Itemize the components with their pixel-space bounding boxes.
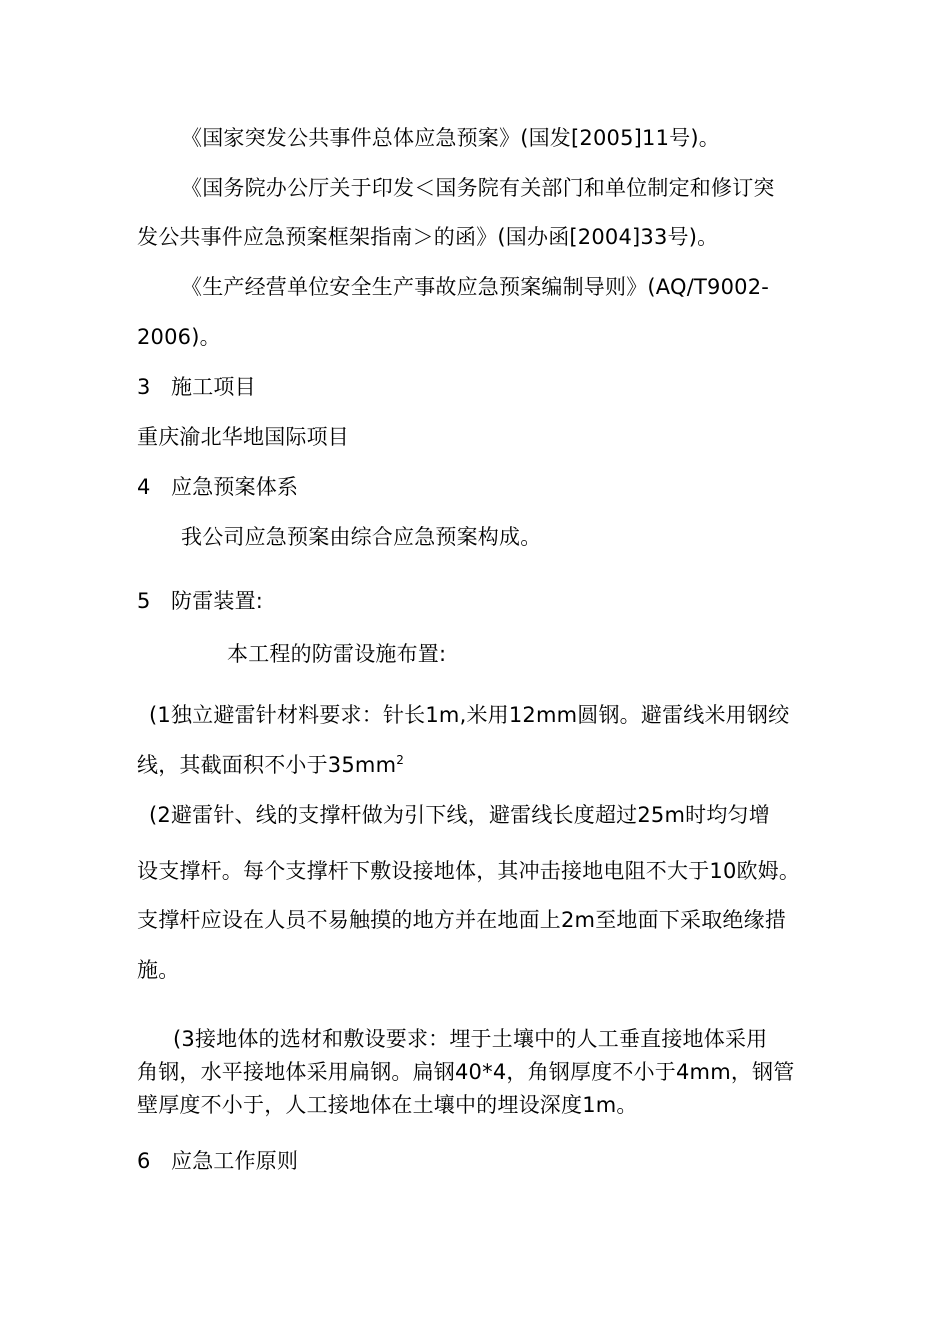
section-title: 应急工作原则 <box>171 1149 299 1173</box>
lightning-item-2-line2: 设支撑杆。每个支撑杆下敷设接地体，其冲击接地电阻不大于10欧姆。 <box>137 859 801 883</box>
lightning-item-1-line2 <box>137 750 404 780</box>
reference-national-emergency-plan: 《国家突发公共事件总体应急预案》(国发[2005]11号)。 <box>181 126 720 150</box>
section-6-heading <box>137 1146 298 1176</box>
section-5-intro: 本工程的防雷设施布置: <box>227 642 447 666</box>
section-number: 4 <box>137 475 151 499</box>
section-title: 应急预案体系 <box>171 475 299 499</box>
section-number: 3 <box>137 375 151 399</box>
section-title: 施工项目 <box>171 375 256 399</box>
section-4-body: 我公司应急预案由综合应急预案构成。 <box>181 525 542 549</box>
reference-safety-guideline-line2: 2006)。 <box>137 325 221 349</box>
section-4-heading <box>137 472 298 502</box>
lightning-item-1-text: 线，其截面积不小于35mm <box>137 753 397 777</box>
reference-state-council-notice-line2: 发公共事件应急预案框架指南＞的函》(国办函[2004]33号)。 <box>137 225 719 249</box>
section-3-body: 重庆渝北华地国际项目 <box>137 425 349 449</box>
lightning-item-2-line3: 支撑杆应设在人员不易触摸的地方并在地面上2m至地面下采取绝缘措 <box>137 908 787 932</box>
reference-state-council-notice-line1: 《国务院办公厅关于印发＜国务院有关部门和单位制定和修订突 <box>181 176 775 200</box>
section-number: 6 <box>137 1149 151 1173</box>
lightning-item-2-line4: 施。 <box>137 958 180 982</box>
section-title: 防雷装置: <box>171 589 264 613</box>
lightning-item-1-line1: (1独立避雷针材料要求：针长1m,米用12mm圆钢。避雷线米用钢绞 <box>149 703 790 727</box>
section-3-heading <box>137 372 256 402</box>
reference-safety-guideline-line1: 《生产经营单位安全生产事故应急预案编制导则》(AQ/T9002- <box>181 275 770 299</box>
lightning-item-3-line1: (3接地体的选材和敷设要求：埋于土壤中的人工垂直接地体采用 <box>173 1027 768 1051</box>
lightning-item-3-line3: 壁厚度不小于，人工接地体在土壤中的埋设深度1m。 <box>137 1093 638 1117</box>
superscript-squared: 2 <box>396 753 405 767</box>
section-5-heading <box>137 586 263 616</box>
section-number: 5 <box>137 589 151 613</box>
lightning-item-3-line2: 角钢，水平接地体采用扁钢。扁钢40*4，角钢厚度不小于4mm，钢管 <box>137 1060 795 1084</box>
lightning-item-2-line1: (2避雷针、线的支撑杆做为引下线，避雷线长度超过25m时均匀增 <box>149 803 770 827</box>
